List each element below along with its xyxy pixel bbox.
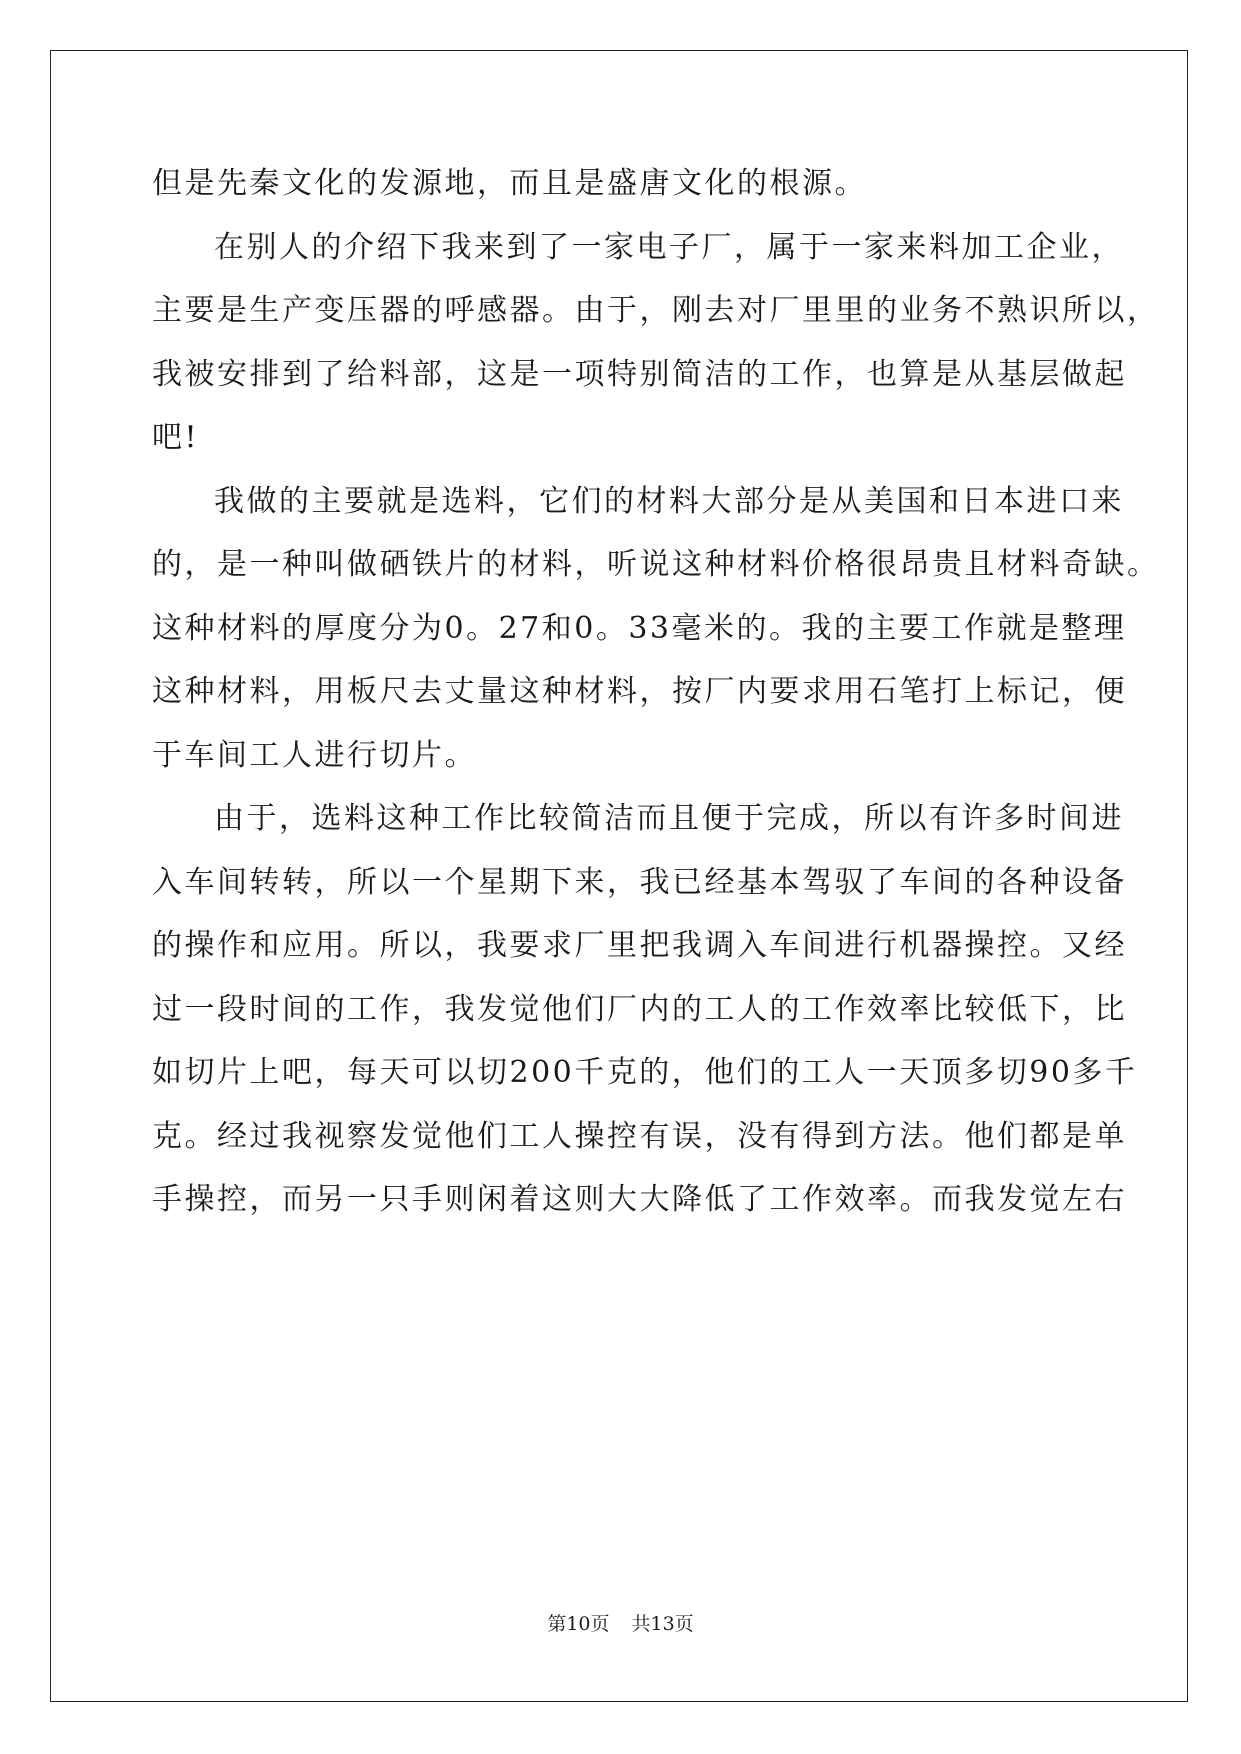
- text-line: 这种材料，用板尺去丈量这种材料，按厂内要求用石笔打上标记，便: [152, 674, 1127, 709]
- text-line: 的，是一种叫做硒铁片的材料，听说这种材料价格很昂贵且材料奇缺。: [152, 547, 1160, 582]
- text-line: 这种材料的厚度分为0。27和0。33毫米的。我的主要工作就是整理: [152, 611, 1127, 646]
- page-footer: [0, 1612, 1241, 1636]
- text-line: 在别人的介绍下我来到了一家电子厂，属于一家来料加工企业，: [214, 230, 1124, 265]
- page-total: 共13页: [631, 1613, 694, 1635]
- text-line: 但是先秦文化的发源地，而且是盛唐文化的根源。: [152, 166, 867, 201]
- text-line: 手操控，而另一只手则闲着这则大大降低了工作效率。而我发觉左右: [152, 1182, 1127, 1217]
- text-line: 于车间工人进行切片。: [152, 738, 477, 773]
- text-line: 的操作和应用。所以，我要求厂里把我调入车间进行机器操控。又经: [152, 928, 1127, 963]
- text-line: 吧!: [152, 420, 200, 455]
- text-line: 入车间转转，所以一个星期下来，我已经基本驾驭了车间的各种设备: [152, 865, 1127, 900]
- text-line: 我做的主要就是选料，它们的材料大部分是从美国和日本进口来: [214, 484, 1124, 519]
- text-line: 由于，选料这种工作比较简洁而且便于完成，所以有许多时间进: [214, 801, 1124, 836]
- text-line: 我被安排到了给料部，这是一项特别简洁的工作，也算是从基层做起: [152, 357, 1127, 392]
- page-number: 第10页: [547, 1613, 610, 1635]
- text-line: 如切片上吧，每天可以切200千克的，他们的工人一天顶多切90多千: [152, 1055, 1138, 1090]
- text-line: 主要是生产变压器的呼感器。由于，刚去对厂里里的业务不熟识所以，: [152, 293, 1160, 328]
- text-line: 克。经过我视察发觉他们工人操控有误，没有得到方法。他们都是单: [152, 1119, 1127, 1154]
- text-line: 过一段时间的工作，我发觉他们厂内的工人的工作效率比较低下，比: [152, 992, 1127, 1027]
